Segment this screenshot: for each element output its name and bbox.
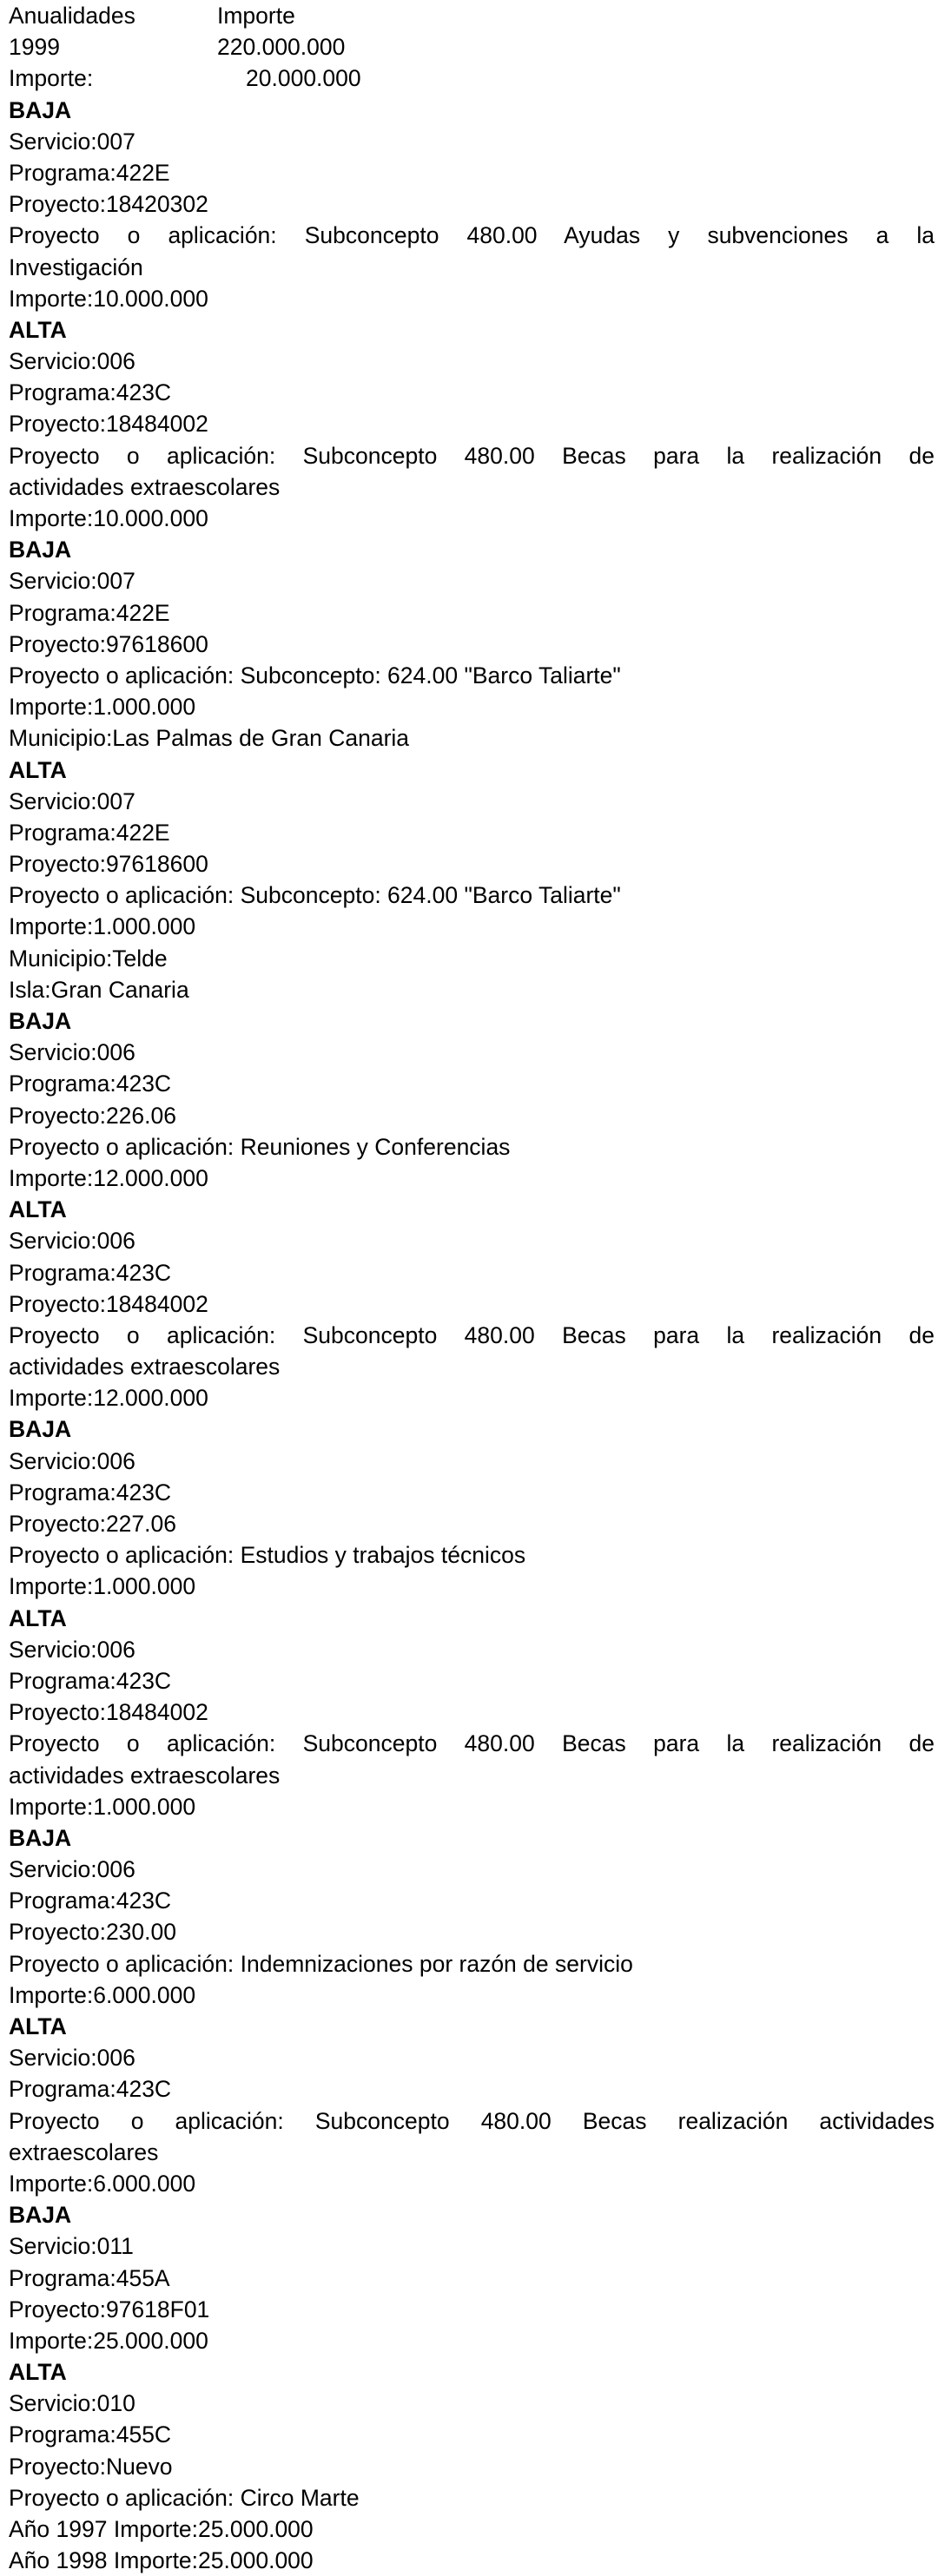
line-text: actividades extraescolares [9, 473, 281, 500]
text-line [0, 1351, 938, 1382]
line-text: BAJA [9, 1008, 72, 1034]
line-text: ALTA [9, 756, 67, 783]
line-text: 1999 [9, 34, 60, 61]
line-value: 220.000.000 [217, 34, 346, 61]
text-line [0, 1100, 938, 1131]
text-line [0, 880, 938, 911]
text-line [0, 2482, 938, 2513]
line-text: Isla:Gran Canaria [9, 976, 189, 1003]
text-line [0, 1288, 938, 1320]
line-text: Programa:455A [9, 2264, 170, 2291]
text-line [0, 1571, 938, 1602]
text-line [0, 1728, 938, 1759]
line-text: Programa:423C [9, 1888, 172, 1914]
text-line [0, 1916, 938, 1947]
text-line [0, 1131, 938, 1163]
line-text: Programa:422E [9, 819, 170, 846]
line-text: Proyecto o aplicación: Subconcepto: 624.00 "Barco Taliarte" [9, 662, 621, 688]
text-line [0, 1163, 938, 1194]
text-line [0, 1854, 938, 1885]
line-text: ALTA [9, 1196, 67, 1223]
line-text: Proyecto:18484002 [9, 411, 208, 438]
line-text: Municipio:Telde [9, 945, 168, 972]
text-line [0, 2545, 938, 2576]
line-text: actividades extraescolares [9, 1354, 281, 1380]
text-line [0, 346, 938, 377]
line-text: Importe:12.000.000 [9, 1164, 208, 1191]
line-text: Servicio:011 [9, 2233, 134, 2260]
line-text: Proyecto o aplicación: Subconcepto 480.00 Becas realización actividades [9, 2107, 935, 2134]
text-line [0, 2073, 938, 2105]
line-text: Servicio:007 [9, 568, 135, 595]
line-text: Proyecto:227.06 [9, 1511, 176, 1537]
text-line [0, 691, 938, 722]
text-line [0, 848, 938, 880]
line-text: Municipio:Las Palmas de Gran Canaria [9, 725, 410, 752]
line-text: Importe:25.000.000 [9, 2327, 208, 2354]
text-line [0, 943, 938, 974]
line-text: Programa:423C [9, 1479, 172, 1505]
text-line [0, 2137, 938, 2168]
line-text: Proyecto:18484002 [9, 1290, 208, 1317]
text-line [0, 1068, 938, 1099]
line-text: Servicio:006 [9, 1447, 135, 1474]
section-heading [0, 1603, 938, 1634]
line-text: Servicio:010 [9, 2390, 135, 2417]
text-line [0, 283, 938, 314]
text-line [0, 2325, 938, 2356]
table-row [0, 63, 938, 94]
line-text: Importe:10.000.000 [9, 285, 208, 312]
section-heading [0, 534, 938, 565]
line-text: Proyecto o aplicación: Subconcepto: 624.00 "Barco Taliarte" [9, 882, 621, 909]
line-text: Proyecto:230.00 [9, 1919, 176, 1946]
section-heading [0, 314, 938, 346]
line-text: Proyecto o aplicación: Subconcepto 480.00 Becas para la realización de [9, 1321, 935, 1348]
line-text: Servicio:007 [9, 787, 135, 814]
line-text: Proyecto o aplicación: Indemnizaciones por razón de servicio [9, 1950, 633, 1977]
line-text: extraescolares [9, 2138, 159, 2165]
line-text: Programa:423C [9, 1667, 172, 1694]
line-text: BAJA [9, 1416, 72, 1443]
line-text: Importe:10.000.000 [9, 505, 208, 531]
text-line [0, 2419, 938, 2450]
line-text: ALTA [9, 2013, 67, 2039]
line-text: Importe:1.000.000 [9, 913, 196, 940]
line-text: Importe:1.000.000 [9, 694, 196, 721]
line-text: Proyecto:Nuevo [9, 2453, 173, 2480]
text-line [0, 629, 938, 660]
line-text: Proyecto:18420302 [9, 191, 208, 218]
line-text: Programa:423C [9, 379, 172, 406]
text-line [0, 2388, 938, 2419]
text-line [0, 565, 938, 596]
line-text: Proyecto o aplicación: Subconcepto 480.00 Becas para la realización de [9, 442, 935, 469]
text-line [0, 1634, 938, 1665]
line-text: Servicio:006 [9, 1856, 135, 1883]
text-line [0, 660, 938, 691]
section-heading [0, 1822, 938, 1854]
text-line [0, 1225, 938, 1256]
line-text: Año 1998 Importe:25.000.000 [9, 2547, 314, 2574]
line-text: Programa:423C [9, 1259, 172, 1286]
section-heading [0, 1413, 938, 1445]
line-text: Servicio:007 [9, 128, 135, 155]
line-text: Importe:6.000.000 [9, 1981, 196, 2008]
text-line [0, 471, 938, 503]
line-value: Importe [217, 3, 295, 29]
table-row [0, 0, 938, 31]
text-line [0, 1791, 938, 1822]
line-text: Servicio:006 [9, 348, 135, 375]
line-text: Programa:423C [9, 2076, 172, 2103]
line-text: Proyecto:97618600 [9, 630, 208, 657]
line-text: ALTA [9, 316, 67, 343]
line-text: Investigación [9, 254, 143, 280]
line-text: Importe:1.000.000 [9, 1573, 196, 1600]
text-line [0, 1760, 938, 1791]
line-text: Servicio:006 [9, 1039, 135, 1066]
text-line [0, 1539, 938, 1571]
text-line [0, 1446, 938, 1477]
text-line [0, 2451, 938, 2482]
line-text: Servicio:006 [9, 2045, 135, 2072]
text-line [0, 817, 938, 848]
text-line [0, 440, 938, 471]
line-text: Proyecto:18484002 [9, 1699, 208, 1726]
section-heading [0, 95, 938, 126]
line-text: Servicio:006 [9, 1228, 135, 1255]
text-line [0, 1320, 938, 1351]
line-text: Proyecto o aplicación: Reuniones y Conferencias [9, 1133, 511, 1160]
text-line [0, 126, 938, 157]
text-line [0, 377, 938, 408]
line-text: Año 1997 Importe:25.000.000 [9, 2516, 314, 2542]
line-text: BAJA [9, 96, 72, 123]
text-line [0, 188, 938, 220]
text-line [0, 597, 938, 629]
text-line [0, 157, 938, 188]
line-text: Proyecto:226.06 [9, 1102, 176, 1129]
text-line [0, 503, 938, 534]
section-heading [0, 754, 938, 786]
line-text: Programa:422E [9, 599, 170, 626]
line-text: BAJA [9, 1824, 72, 1851]
section-heading [0, 2199, 938, 2230]
line-text: ALTA [9, 1604, 67, 1631]
line-text: Proyecto o aplicación: Subconcepto 480.00 Becas para la realización de [9, 1730, 935, 1757]
text-line [0, 220, 938, 251]
text-line [0, 1382, 938, 1413]
section-heading [0, 1194, 938, 1225]
line-text: Programa:422E [9, 159, 170, 186]
text-line [0, 252, 938, 283]
line-text: Proyecto:97618600 [9, 851, 208, 878]
line-value: 20.000.000 [246, 65, 361, 92]
text-line [0, 2263, 938, 2294]
text-line [0, 786, 938, 817]
table-row [0, 31, 938, 63]
text-line [0, 1948, 938, 1980]
text-line [0, 1885, 938, 1916]
text-line [0, 2105, 938, 2137]
text-line [0, 974, 938, 1005]
line-text: Programa:423C [9, 1071, 172, 1097]
text-line [0, 911, 938, 942]
section-heading [0, 1005, 938, 1037]
line-text: Importe:12.000.000 [9, 1385, 208, 1412]
line-text: ALTA [9, 2359, 67, 2386]
line-text: Anualidades [9, 3, 135, 29]
text-line [0, 1508, 938, 1539]
text-line [0, 722, 938, 754]
line-text: Programa:455C [9, 2421, 172, 2448]
section-heading [0, 2011, 938, 2042]
text-line [0, 2294, 938, 2325]
text-line [0, 2513, 938, 2545]
text-line [0, 1257, 938, 1288]
text-line [0, 1037, 938, 1068]
line-text: Proyecto o aplicación: Subconcepto 480.00 Ayudas y subvenciones a la [9, 222, 935, 249]
text-line [0, 1696, 938, 1728]
line-text: BAJA [9, 2202, 72, 2229]
line-text: Importe: [9, 65, 94, 92]
text-line [0, 1477, 938, 1508]
line-text: Servicio:006 [9, 1636, 135, 1663]
text-line [0, 408, 938, 439]
line-text: Proyecto o aplicación: Estudios y trabajos técnicos [9, 1542, 526, 1569]
line-text: Proyecto o aplicación: Circo Marte [9, 2484, 360, 2511]
line-text: actividades extraescolares [9, 1762, 281, 1789]
text-line [0, 1665, 938, 1696]
line-text: BAJA [9, 537, 72, 563]
text-line [0, 2042, 938, 2073]
line-text: Proyecto:97618F01 [9, 2296, 210, 2322]
section-heading [0, 2356, 938, 2388]
text-line [0, 2168, 938, 2199]
line-text: Importe:6.000.000 [9, 2170, 196, 2197]
text-line [0, 1980, 938, 2011]
line-text: Importe:1.000.000 [9, 1793, 196, 1820]
text-line [0, 2230, 938, 2262]
